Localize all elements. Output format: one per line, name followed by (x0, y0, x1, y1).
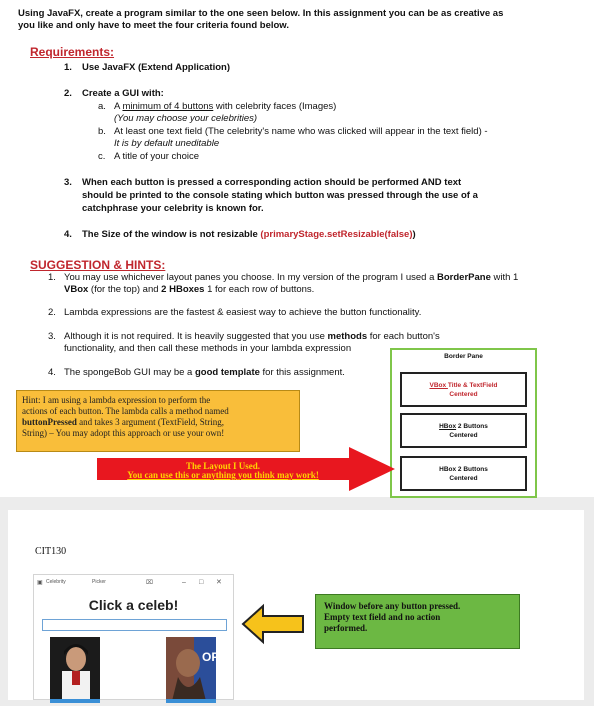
sug-1-bold: VBox (64, 284, 89, 295)
req-1-number: 1. (64, 62, 72, 73)
sug-3-text: for each button's (367, 331, 440, 342)
note-line: Window before any button pressed. (324, 601, 461, 611)
hint-line: Hint: I am using a lambda expression to perform the (22, 395, 211, 405)
req-2-number: 2. (64, 88, 72, 99)
hbox-1-label (402, 422, 525, 431)
req-2c-text: A title of your choice (114, 151, 200, 162)
hbox-1-centered: Centered (449, 432, 478, 439)
req-2b-note: It is by default uneditable (114, 138, 220, 149)
layout-arrow-line: You can use this or anything you think may work! (127, 470, 319, 480)
hbox-2-label: HBox 2 Buttons (439, 466, 488, 473)
sug-1-line (64, 272, 564, 284)
celebrity-name-field[interactable] (42, 619, 227, 631)
hbox-2-centered: Centered (449, 475, 478, 482)
req-2a-label: a. (98, 101, 106, 112)
minimize-icon[interactable]: – (182, 579, 186, 586)
req-3-number: 3. (64, 177, 72, 188)
req-2a-prefix: A (114, 101, 120, 112)
celebrity-photo-2-lettering: OF (202, 650, 219, 664)
vbox-word: VBox (429, 382, 448, 389)
sug-1-text: (for the top) and (88, 284, 162, 295)
req-2a-suffix: with celebrity faces (Images) (215, 101, 337, 112)
second-page (8, 510, 584, 700)
req-2b-label: b. (98, 126, 106, 137)
vbox-centered: Centered (449, 391, 478, 398)
suggestions-heading: SUGGESTION & HINTS: (30, 258, 166, 272)
window-note (315, 594, 520, 649)
sug-1-text: 1 for each row of buttons. (204, 284, 315, 295)
sug-1-bold: 2 HBoxes (161, 284, 205, 295)
req-2a-note: (You may choose your celebrities) (114, 113, 258, 124)
layout-arrow-text (97, 462, 349, 480)
req-2a-underlined: minimum of 4 buttons (122, 101, 214, 112)
hint-text: and takes 3 argument (TextField, String, (76, 417, 225, 427)
sug-3-line (64, 331, 440, 343)
button-focus-bar (50, 699, 100, 703)
vbox-region (400, 372, 527, 407)
req-4-main: The Size of the window is not resizable (82, 229, 258, 240)
border-pane-diagram (390, 348, 537, 498)
celebrity-photo-1 (50, 637, 100, 701)
req-1-text: Use JavaFX (Extend Application) (82, 62, 230, 73)
sug-4-line (64, 367, 345, 379)
sug-1-bold: BorderPane (437, 272, 491, 283)
req-3-line: catchphrase your celebrity is known for. (82, 203, 264, 214)
window-menu-icon: ⌧ (146, 580, 153, 586)
sug-1-text: You may use whichever layout panes you choose. In my version of the program I used a (64, 272, 437, 283)
app-icon: ▣ (37, 580, 43, 586)
intro-line: you like and only have to meet the four criteria found below. (18, 20, 289, 31)
hint-box (16, 390, 300, 452)
hbox-region-2 (400, 456, 527, 491)
intro-line: Using JavaFX, create a program similar to the one seen below. In this assignment you can be as creative as (18, 8, 504, 19)
req-4-number: 4. (64, 229, 72, 240)
req-2b-text: At least one text field (The celebrity's name who was clicked will appear in the text field) - (114, 126, 488, 137)
celebrity-button-1[interactable] (50, 637, 100, 701)
sug-3-line: functionality, and then call these methods in your lambda expression (64, 343, 352, 354)
hbox-1-word: HBox (439, 423, 457, 430)
border-pane-title: Border Pane (444, 353, 483, 360)
sug-1-text: with 1 (490, 272, 519, 283)
req-2a-text (114, 101, 336, 113)
celebrity-photo-2 (166, 637, 219, 701)
pointer-arrow-shape (243, 606, 303, 642)
sug-1-line (64, 284, 314, 296)
sug-4-text: The spongeBob GUI may be a (64, 367, 195, 378)
req-4-text (82, 229, 416, 241)
layout-arrow-line: The Layout I Used. (185, 461, 260, 471)
req-4-close: ) (412, 229, 416, 240)
hint-method-name: buttonPressed (22, 417, 77, 427)
celebrity-picker-window (33, 574, 234, 700)
sug-2-number: 2. (48, 307, 56, 318)
hint-line: actions of each button. The lambda calls a method named (22, 406, 229, 416)
celebrity-button-2[interactable] (166, 637, 219, 701)
intro-paragraph (18, 8, 566, 32)
sug-3-text: Although it is not required. It is heavily suggested that you use (64, 331, 328, 342)
sug-3-number: 3. (48, 331, 56, 342)
sug-4-bold: good template (194, 367, 260, 378)
hbox-1-desc: 2 Buttons (456, 423, 488, 430)
req-4-code: (primaryStage.setResizable(false) (260, 229, 413, 240)
close-icon[interactable]: ✕ (216, 579, 222, 586)
window-titlebar[interactable] (34, 575, 233, 590)
req-2-text: Create a GUI with: (82, 88, 164, 99)
maximize-icon[interactable]: □ (199, 579, 204, 586)
sug-2-text: Lambda expressions are the fastest & easiest way to achieve the button functionality. (64, 307, 422, 318)
sug-1-number: 1. (48, 272, 56, 283)
sug-4-text: for this assignment. (259, 367, 345, 378)
course-code: CIT130 (35, 546, 67, 557)
hbox-region-1 (400, 413, 527, 448)
pointer-arrow (241, 604, 305, 644)
window-heading: Click a celeb! (88, 597, 179, 613)
hint-line (22, 417, 294, 428)
hint-line: String) – You may adopt this approach or use your own! (22, 428, 225, 438)
req-3-line: should be printed to the console stating which button was pressed through the use of a (82, 190, 478, 201)
sug-4-number: 4. (48, 367, 56, 378)
window-title-part: Picker (92, 579, 106, 585)
req-3-line: When each button is pressed a corresponding action should be performed AND text (82, 177, 462, 188)
req-2c-label: c. (98, 151, 106, 162)
button-focus-bar (166, 699, 216, 703)
vbox-label (402, 381, 525, 390)
vbox-desc: Title & TextField (447, 382, 498, 389)
requirements-heading: Requirements: (30, 45, 115, 59)
note-line: performed. (324, 623, 368, 633)
window-title: Celebrity (46, 579, 66, 585)
note-line: Empty text field and no action (324, 612, 441, 622)
sug-3-bold: methods (327, 331, 368, 342)
